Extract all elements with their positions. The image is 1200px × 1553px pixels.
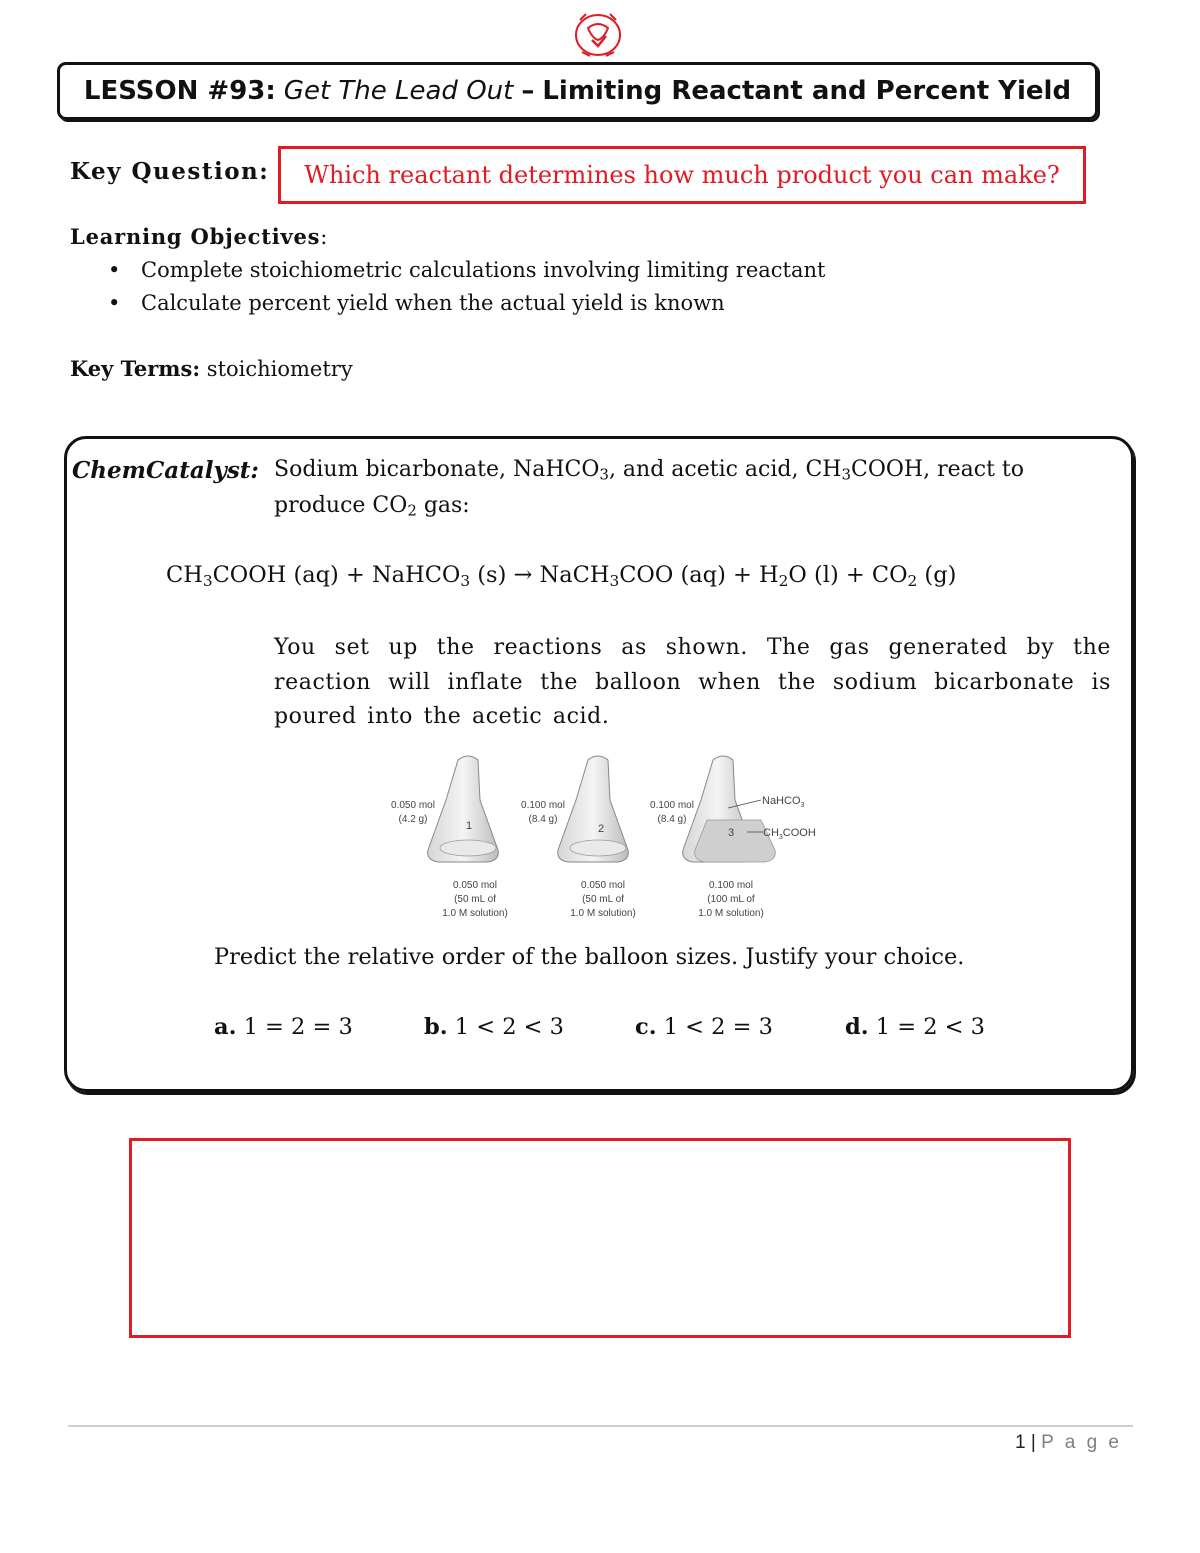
arrow-icon: → bbox=[513, 562, 533, 588]
flask-top-label: (8.4 g) bbox=[528, 814, 558, 825]
key-question-label: Key Question: bbox=[70, 158, 270, 185]
chem-catalyst-label: ChemCatalyst: bbox=[72, 457, 259, 484]
key-terms-value: stoichiometry bbox=[206, 357, 353, 381]
lesson-number: LESSON #93: bbox=[83, 76, 276, 106]
flask-1 bbox=[391, 756, 508, 919]
flask-number: 2 bbox=[597, 823, 605, 835]
answer-box[interactable] bbox=[129, 1138, 1071, 1338]
flask-top-label: (8.4 g) bbox=[657, 814, 687, 825]
flask-bottom-label: 0.100 mol bbox=[709, 880, 753, 891]
chem-catalyst-intro: Sodium bicarbonate, NaHCO$_3$, and acetic acid, $CH_3COOH$, react to bbox=[274, 457, 1024, 484]
flask-bottom-label: 0.050 mol bbox=[453, 880, 497, 891]
setup-paragraph: You set up the reactions as shown. The gas generated by the reaction will inflate the balloon when the sodium bicarbonate is poured into the acetic acid. bbox=[274, 635, 1111, 729]
chemical-equation: $CH_3COOH$ (aq) + NaHCO$_3$ (s) → NaCH$_3$COO $(aq) + H_2O$ $(l) + CO_2$ (g) bbox=[166, 562, 957, 590]
flask-top-label: 0.100 mol bbox=[650, 800, 694, 811]
flask-bottom-label: 1.0 M solution) bbox=[442, 908, 508, 919]
key-question-text: Which reactant determines how much product you can make? bbox=[304, 161, 1060, 189]
flask-3 bbox=[650, 756, 816, 919]
objective-item: • Complete stoichiometric calculations involving limiting reactant bbox=[108, 258, 826, 282]
prediction-prompt: Predict the relative order of the balloon sizes. Justify your choice. bbox=[214, 944, 965, 970]
learning-objectives-heading: Learning Objectives: bbox=[70, 224, 328, 249]
choice-c[interactable]: c. 1 < 2 = 3 bbox=[635, 1014, 773, 1040]
flask-top-label: (4.2 g) bbox=[398, 814, 428, 825]
page-footer: 1 | P a g e bbox=[1015, 1432, 1122, 1453]
flask-bottom-label: 1.0 M solution) bbox=[570, 908, 636, 919]
flask-bottom-label: (50 mL of bbox=[454, 894, 496, 905]
page-label: P a g e bbox=[1041, 1432, 1122, 1453]
objective-item: • Calculate percent yield when the actual yield is known bbox=[108, 291, 725, 315]
choice-d[interactable]: d. 1 = 2 < 3 bbox=[845, 1014, 985, 1040]
page-number: 1 bbox=[1015, 1432, 1026, 1453]
flask-number: 1 bbox=[465, 820, 473, 832]
chem-catalyst-intro-line2: produce $CO_2$ gas: bbox=[274, 493, 470, 520]
flask-top-label: 0.050 mol bbox=[391, 800, 435, 811]
choice-b[interactable]: b. 1 < 2 < 3 bbox=[424, 1014, 564, 1040]
lesson-topic: Limiting Reactant and Percent Yield bbox=[542, 76, 1072, 106]
lesson-title-box bbox=[57, 62, 1098, 120]
title-dash: – bbox=[521, 76, 535, 106]
callout-ch3cooh: $CH_3COOH$ bbox=[763, 827, 816, 841]
choice-a[interactable]: a. 1 = 2 = 3 bbox=[214, 1014, 353, 1040]
flask-2 bbox=[521, 756, 636, 919]
lesson-subtitle: Get The Lead Out bbox=[283, 76, 514, 106]
flask-number: 3 bbox=[727, 827, 735, 839]
key-terms-label: Key Terms: bbox=[70, 356, 201, 381]
flask-bottom-label: 0.050 mol bbox=[581, 880, 625, 891]
flask-bottom-label: 1.0 M solution) bbox=[698, 908, 764, 919]
flask-top-label: 0.100 mol bbox=[521, 800, 565, 811]
double-check-logo bbox=[566, 8, 630, 60]
key-question-box bbox=[278, 146, 1086, 204]
flask-bottom-label: (50 mL of bbox=[582, 894, 624, 905]
flask-bottom-label: (100 mL of bbox=[707, 894, 755, 905]
footer-rule bbox=[68, 1425, 1133, 1427]
flask-figure bbox=[385, 752, 830, 927]
callout-nahco3: NaHCO$_3$ bbox=[762, 795, 805, 809]
key-terms bbox=[70, 356, 353, 381]
